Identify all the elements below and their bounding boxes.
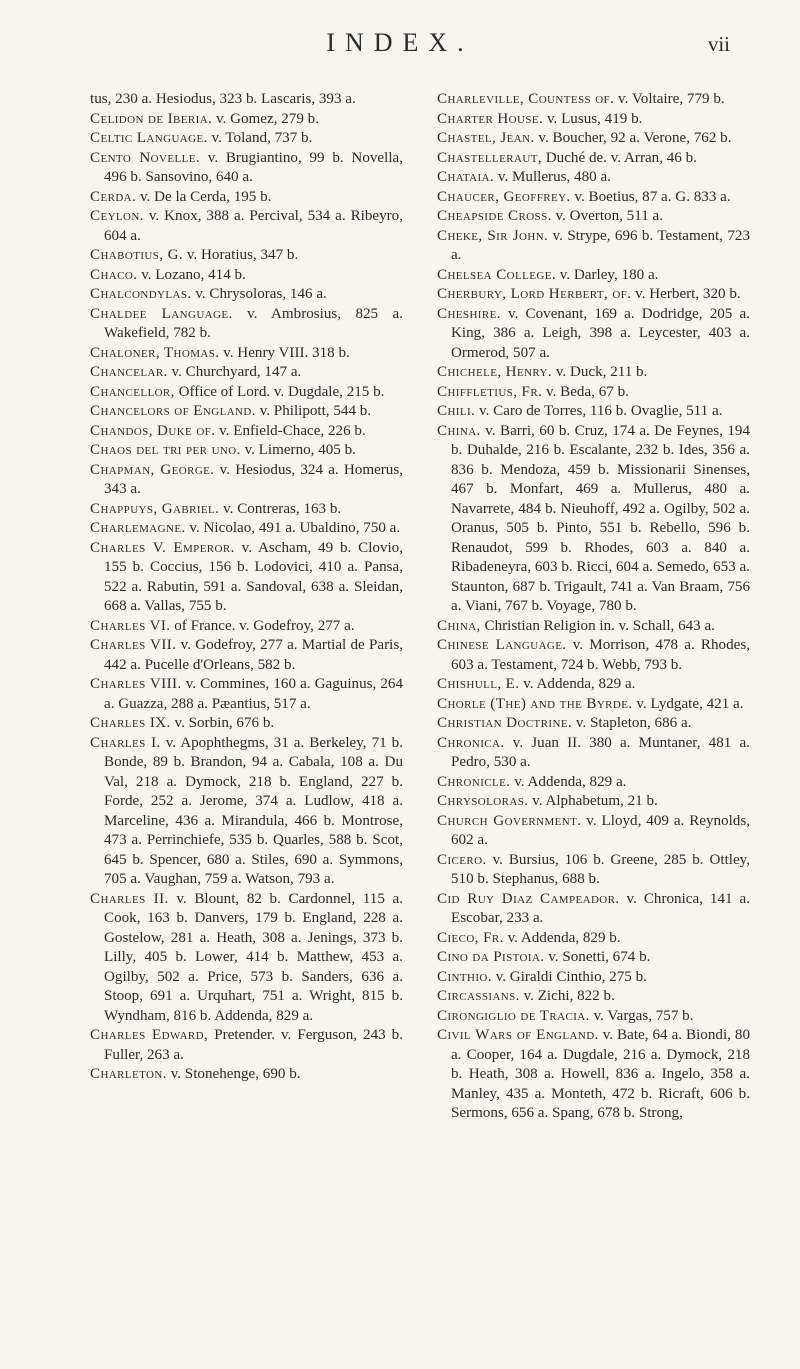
entry-references: v. Boetius, 87 a. G. 833 a. — [570, 188, 731, 205]
entry-heading: Celtic Language. — [90, 130, 208, 146]
entry-heading: Charleton. — [90, 1066, 167, 1082]
index-entry — [437, 90, 750, 110]
entry-references: v. Lloyd, 409 a. Reynolds, 602 a. — [451, 812, 750, 848]
index-entry — [437, 987, 750, 1007]
entry-heading: Charles IX. — [90, 715, 171, 731]
entry-references: v. Lusus, 419 b. — [543, 110, 643, 127]
entry-references: v. Beda, 67 b. — [542, 383, 629, 400]
entry-references: v. Enfield-Chace, 226 b. — [215, 422, 366, 439]
entry-heading: Chelsea College. — [437, 266, 557, 283]
entry-heading: Chancelors of England. — [90, 403, 256, 419]
entry-heading: Cerda. — [90, 188, 137, 205]
index-entry — [90, 714, 403, 734]
right-column — [437, 90, 750, 1124]
entry-references: v. Blount, 82 b. Cardonnel, 115 a. Cook, 163 b. Danvers, 179 b. England, 228 a. Gostelow, 281 a. Heath, 308 a. Jenings, 373 b. Lilly, 405 b. Lower, 414 b. Matthew, 453 a. Ogilby, 502 a. Price, 573 b. Sanders, 636 a. Stoop, 691 a. Urquhart, 751 a. Wright, 815 b. Wyndham, 816 b. Addenda, 829 a. — [104, 890, 403, 1024]
index-entry — [437, 149, 750, 169]
entry-heading: Church Government. — [437, 812, 582, 829]
entry-heading: Chishull, E. — [437, 676, 520, 692]
entry-heading: Chorle (The) and the Byrde. — [437, 695, 633, 712]
index-entry — [437, 948, 750, 968]
entry-references: tus, 230 a. Hesiodus, 323 b. Lascaris, 393 a. — [90, 91, 356, 107]
entry-heading: Cieco, Fr. — [437, 929, 504, 946]
index-entry — [90, 129, 403, 149]
index-entry — [437, 792, 750, 812]
entry-references: v. Bate, 64 a. Biondi, 80 a. Cooper, 164 a. Dugdale, 216 a. Dymock, 218 b. Heath, 308 a. Howell, 836 a. Ingelo, 358 a. Manley, 435 a. Monteth, 472 b. Ricraft, 606 b. Sermons, 656 a. Spang, 678 b. Strong, — [451, 1027, 750, 1121]
entry-references: v. Sonetti, 674 b. — [544, 949, 651, 965]
entry-references: v. Caro de Torres, 116 b. Ovaglie, 511 a. — [475, 403, 723, 419]
index-entry — [90, 441, 403, 461]
entry-references: v. Knox, 388 a. Percival, 534 a. Ribeyro, 604 a. — [104, 208, 403, 244]
index-entry — [90, 1026, 403, 1065]
entry-references: v. Giraldi Cinthio, 275 b. — [491, 968, 647, 985]
entry-references: v. Philipott, 544 b. — [255, 403, 372, 419]
entry-heading: Chronica. — [437, 734, 505, 751]
index-entry — [437, 636, 750, 675]
index-entry — [90, 90, 403, 110]
entry-references: v. Churchyard, 147 a. — [167, 364, 302, 380]
entry-heading: Chappuys, Gabriel. — [90, 500, 220, 517]
entry-heading: Chataia. — [437, 169, 495, 185]
entry-references: v. Chronica, 141 a. Escobar, 233 a. — [451, 890, 750, 926]
index-entry — [437, 305, 750, 364]
entry-references: v. Addenda, 829 a. — [510, 773, 627, 790]
entry-heading: Chiffletius, Fr. — [437, 383, 543, 400]
entry-references: v. Zichi, 822 b. — [519, 988, 615, 1004]
entry-heading: Cheshire. — [437, 305, 501, 322]
entry-heading: Cid Ruy Diaz Campeador. — [437, 890, 620, 907]
entry-references: v. Mullerus, 480 a. — [494, 169, 611, 185]
entry-heading: Chaucer, Geoffrey. — [437, 188, 571, 205]
index-entry — [90, 149, 403, 188]
entry-heading: Charter House. — [437, 110, 544, 127]
index-entry — [90, 246, 403, 266]
index-entry — [437, 773, 750, 793]
entry-heading: China, — [437, 617, 481, 634]
index-entry — [437, 929, 750, 949]
entry-references: v. Juan II. 380 a. Muntaner, 481 a. Pedro, 530 a. — [451, 734, 750, 770]
entry-references: v. Ascham, 49 b. Clovio, 155 b. Coccius, 156 b. Lodovici, 410 a. Pansa, 522 a. Rabutin, 591 a. Sandoval, 638 a. Sleidan, 668 a. Vallas, 755 b. — [104, 539, 404, 614]
index-entry — [90, 422, 403, 442]
entry-references: v. Brugiantino, 99 b. Novella, 496 b. Sansovino, 640 a. — [104, 149, 403, 185]
entry-references: v. Darley, 180 a. — [556, 266, 659, 283]
entry-heading: Circassians. — [437, 988, 520, 1004]
entry-heading: Cicero. — [437, 851, 487, 868]
page-number: vii — [707, 32, 730, 56]
index-entry — [90, 363, 403, 383]
entry-heading: Chaos del tri per uno. — [90, 442, 241, 458]
entry-heading: Cirongiglio de Tracia. — [437, 1007, 590, 1024]
index-entry — [437, 285, 750, 305]
entry-heading: Chastelleraut, — [437, 149, 542, 166]
index-entry — [437, 695, 750, 715]
index-entry — [90, 266, 403, 286]
index-entry — [437, 363, 750, 383]
index-entry — [437, 1026, 750, 1124]
index-entry — [437, 422, 750, 617]
index-entry — [90, 890, 403, 1027]
entry-heading: Christian Doctrine. — [437, 715, 573, 731]
index-entry — [90, 675, 403, 714]
entry-heading: Charles VIII. — [90, 676, 182, 692]
entry-heading: Charles II. — [90, 890, 169, 907]
entry-references: v. Stonehenge, 690 b. — [166, 1066, 301, 1082]
entry-references: v. Overton, 511 a. — [551, 208, 664, 224]
entry-references: v. Limerno, 405 b. — [240, 442, 356, 458]
index-entry — [90, 1065, 403, 1085]
index-entry — [437, 851, 750, 890]
index-columns — [90, 90, 750, 1124]
index-entry — [437, 402, 750, 422]
entry-heading: Cinthio. — [437, 968, 492, 985]
index-entry — [90, 461, 403, 500]
entry-references: of France. v. Godefroy, 277 a. — [170, 617, 355, 634]
index-entry — [437, 266, 750, 286]
index-entry — [90, 188, 403, 208]
entry-references: v. Toland, 737 b. — [207, 130, 313, 146]
index-entry — [437, 227, 750, 266]
entry-heading: Charles VI. — [90, 617, 171, 634]
entry-references: v. Henry VIII. 318 b. — [219, 344, 350, 361]
index-entry — [90, 500, 403, 520]
entry-heading: Chaco. — [90, 266, 138, 283]
entry-references: v. Bursius, 106 b. Greene, 285 b. Ottley, 510 b. Stephanus, 688 b. — [451, 851, 750, 887]
entry-references: Duché de. v. Arran, 46 b. — [542, 149, 697, 166]
entry-heading: Charles V. Emperor. — [90, 539, 235, 556]
entry-references: v. De la Cerda, 195 b. — [136, 188, 272, 205]
index-entry — [90, 539, 403, 617]
entry-references: v. Gomez, 279 b. — [212, 110, 319, 127]
entry-heading: Celidon de Iberia. — [90, 110, 213, 127]
entry-references: v. Addenda, 829 a. — [519, 676, 636, 692]
entry-references: v. Morrison, 478 a. Rhodes, 603 a. Testament, 724 b. Webb, 793 b. — [451, 637, 750, 673]
index-entry — [437, 890, 750, 929]
index-entry — [437, 714, 750, 734]
entry-heading: Civil Wars of England. — [437, 1027, 599, 1043]
entry-references: v. Nicolao, 491 a. Ubaldino, 750 a. — [185, 520, 401, 536]
entry-heading: Cino da Pistoia. — [437, 949, 545, 965]
index-entry — [90, 285, 403, 305]
index-entry — [90, 110, 403, 130]
entry-heading: Charleville, Countess of. — [437, 91, 615, 107]
entry-heading: Chaldee Language. — [90, 305, 233, 322]
entry-heading: Chinese Language. — [437, 637, 567, 653]
entry-references: v. Covenant, 169 a. Dodridge, 205 a. King, 386 a. Leigh, 398 a. Leycester, 403 a. Ormerod, 507 a. — [451, 305, 750, 361]
entry-references: v. Stapleton, 686 a. — [572, 715, 692, 731]
entry-heading: Chabotius, G. — [90, 247, 184, 263]
entry-references: v. Lozano, 414 b. — [137, 266, 246, 283]
entry-references: v. Alphabetum, 21 b. — [528, 793, 658, 809]
entry-heading: Chrysoloras. — [437, 793, 529, 809]
entry-references: v. Strype, 696 b. Testament, 723 a. — [451, 227, 750, 263]
entry-heading: Chili. — [437, 403, 476, 419]
entry-heading: Chichele, Henry. — [437, 364, 553, 380]
entry-references: v. Lydgate, 421 a. — [632, 695, 744, 712]
entry-references: v. Herbert, 320 b. — [631, 286, 741, 302]
entry-references: v. Sorbin, 676 b. — [170, 715, 275, 731]
index-entry — [437, 188, 750, 208]
page-header — [0, 28, 800, 68]
index-entry — [437, 617, 750, 637]
index-entry — [437, 675, 750, 695]
entry-references: v. Apophthegms, 31 a. Berkeley, 71 b. Bonde, 89 b. Brandon, 94 a. Cabala, 108 a. Du Val, 218 a. Dymock, 218 b. England, 227 b. Forde, 252 a. Jerome, 374 a. Ludlow, 418 a. Marceline, 436 a. Mirandula, 466 b. Montrose, 473 a. Perrinchiefe, 535 b. Quarles, 588 b. Scot, 645 b. Spencer, 680 a. Stiles, 690 a. Symmons, 705 a. Vaughan, 759 a. Watson, 793 a. — [104, 734, 404, 887]
entry-heading: Chancellor, — [90, 383, 175, 400]
entry-references: v. Godefroy, 277 a. Martial de Paris, 442 a. Pucelle d'Orleans, 582 b. — [104, 637, 403, 673]
index-entry — [437, 734, 750, 773]
entry-heading: Chancelar. — [90, 364, 168, 380]
entry-references: v. Addenda, 829 b. — [503, 929, 621, 946]
entry-references: v. Horatius, 347 b. — [183, 247, 299, 263]
entry-references: v. Contreras, 163 b. — [219, 500, 342, 517]
entry-heading: Chalcondylas. — [90, 286, 192, 302]
entry-heading: Chapman, George. — [90, 461, 215, 478]
entry-heading: Charles VII. — [90, 637, 177, 653]
index-entry — [437, 129, 750, 149]
entry-heading: Chronicle. — [437, 773, 511, 790]
entry-heading: Chandos, Duke of. — [90, 422, 216, 439]
entry-references: v. Voltaire, 779 b. — [614, 91, 725, 107]
entry-heading: Charles Edward, — [90, 1027, 209, 1043]
index-entry — [437, 383, 750, 403]
entry-references: v. Vargas, 757 b. — [589, 1007, 694, 1024]
index-entry — [90, 636, 403, 675]
entry-references: v. Hesiodus, 324 a. Homerus, 343 a. — [104, 461, 403, 497]
entry-heading: Cento Novelle. — [90, 149, 200, 166]
entry-heading: Cheke, Sir John. — [437, 227, 549, 244]
entry-references: Office of Lord. v. Dugdale, 215 b. — [174, 383, 385, 400]
index-entry — [90, 344, 403, 364]
index-entry — [90, 402, 403, 422]
index-entry — [90, 207, 403, 246]
entry-heading: Ceylon. — [90, 208, 144, 224]
index-entry — [90, 617, 403, 637]
entry-heading: Charlemagne. — [90, 520, 186, 536]
entry-references: v. Commines, 160 a. Gaguinus, 264 a. Guazza, 288 a. Pæantius, 517 a. — [104, 676, 403, 712]
left-column — [90, 90, 403, 1124]
entry-heading: Cherbury, Lord Herbert, of. — [437, 286, 632, 302]
entry-references: v. Chrysoloras, 146 a. — [191, 286, 327, 302]
index-entry — [90, 519, 403, 539]
index-entry — [437, 1007, 750, 1027]
index-entry — [90, 305, 403, 344]
entry-references: v. Barri, 60 b. Cruz, 174 a. De Feynes, 194 b. Duhalde, 216 b. Escalante, 232 b. Ides, 356 a. 836 b. Mendoza, 459 b. Missionarii Sinenses, 467 b. Monfart, 469 a. Mullerus, 480 a. Navarrete, 484 b. Nieuhoff, 492 a. Ogilby, 502 a. Oranus, 505 b. Pinto, 551 b. Rebello, 596 b. Renaudot, 599 b. Rhodes, 603 a. 840 a. Ribadeneyra, 603 b. Ricci, 604 a. Semedo, 653 a. Staunton, 687 b. Trigault, 741 a. Van Braam, 756 a. Viani, 767 b. Voyage, 780 b. — [451, 422, 750, 614]
index-entry — [437, 168, 750, 188]
index-entry — [90, 734, 403, 890]
entry-heading: Charles I. — [90, 734, 161, 751]
entry-references: v. Ambrosius, 825 a. Wakefield, 782 b. — [104, 305, 403, 341]
index-entry — [437, 812, 750, 851]
page-title: INDEX. — [326, 28, 474, 57]
entry-heading: Chastel, Jean. — [437, 130, 535, 146]
entry-references: Pretender. v. Ferguson, 243 b. Fuller, 263 a. — [104, 1027, 403, 1063]
entry-heading: Cheapside Cross. — [437, 208, 552, 224]
entry-references: Christian Religion in. v. Schall, 643 a. — [480, 617, 715, 634]
index-entry — [437, 207, 750, 227]
entry-references: v. Duck, 211 b. — [552, 364, 648, 380]
index-entry — [90, 383, 403, 403]
entry-heading: China. — [437, 422, 481, 439]
entry-heading: Chaloner, Thomas. — [90, 344, 220, 361]
index-entry — [437, 110, 750, 130]
index-entry — [437, 968, 750, 988]
entry-references: v. Boucher, 92 a. Verone, 762 b. — [534, 130, 732, 146]
